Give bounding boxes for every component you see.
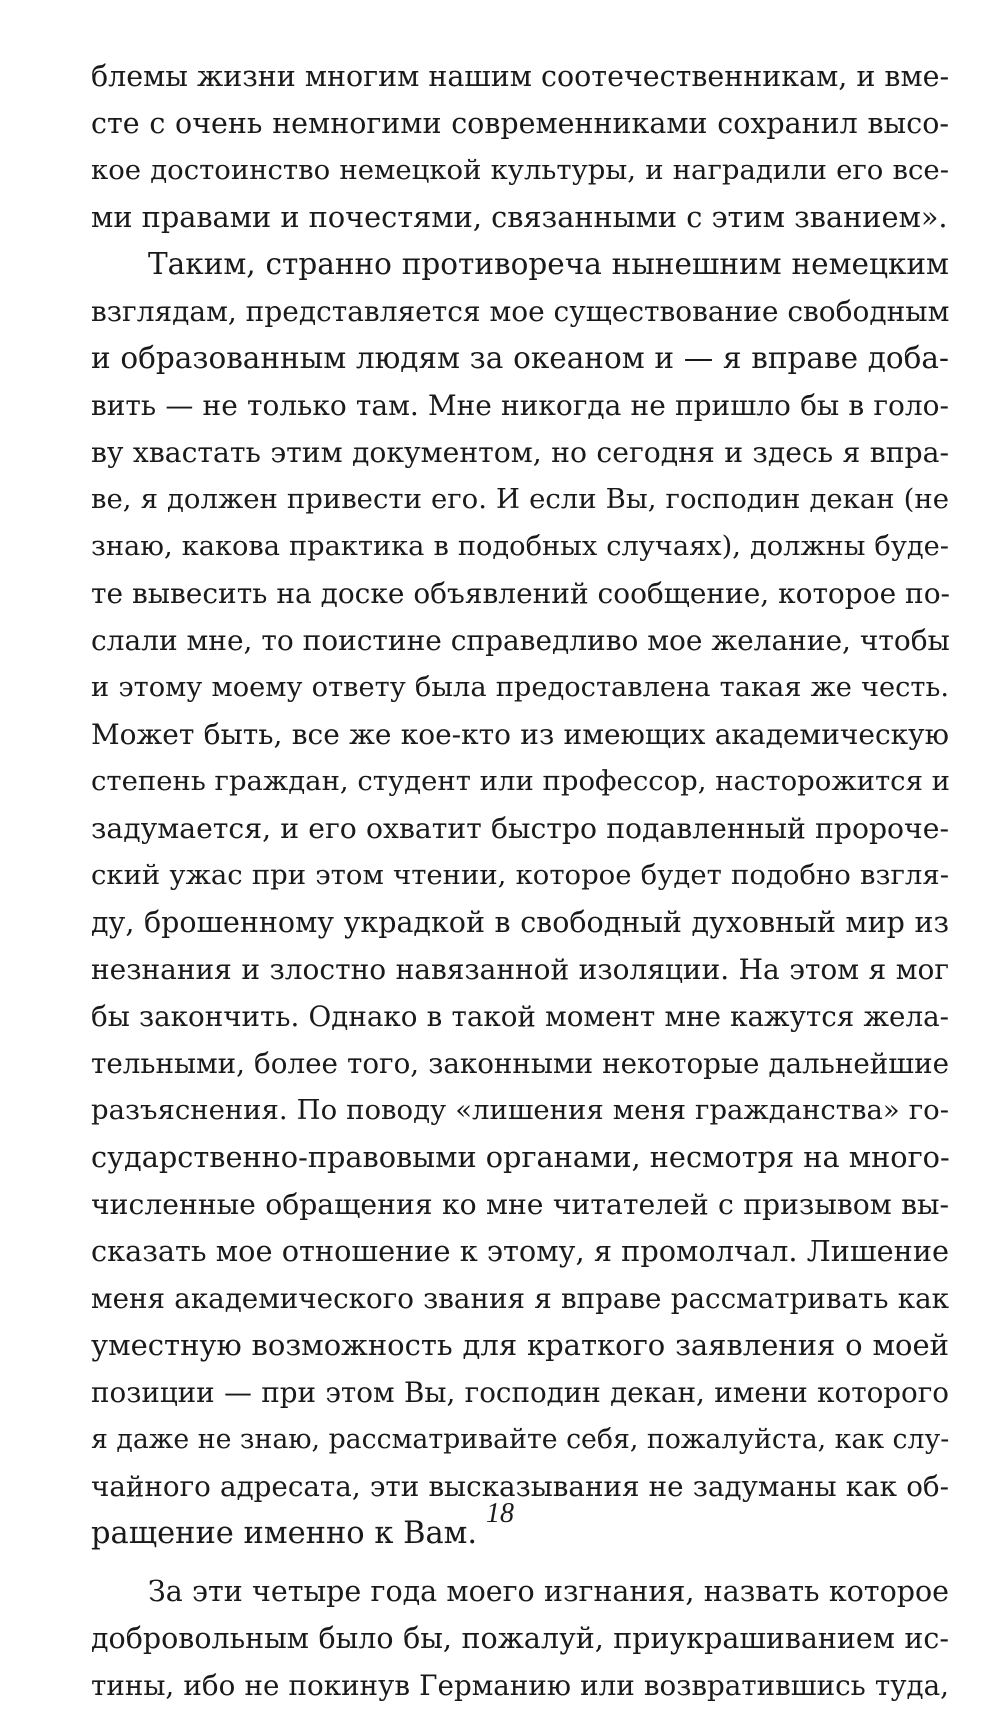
text-line: сказать мое отношение к этому, я промолчал. Лишение bbox=[91, 1234, 949, 1268]
text-line: Может быть, все же кое-кто из имеющих академическую bbox=[91, 718, 949, 751]
text-line: вить — не только там. Мне никогда не пришло бы в голо- bbox=[91, 389, 949, 422]
text-line: взглядам, представляется мое существование свободным bbox=[91, 295, 950, 328]
text-line: добровольным было бы, пожалуй, приукрашиванием ис- bbox=[91, 1622, 949, 1655]
text-line: задумается, и его охватит быстро подавленный пророче- bbox=[91, 812, 949, 845]
text-line: ве, я должен привести его. И если Вы, господин декан (не bbox=[91, 483, 949, 515]
page-number: 18 bbox=[486, 1498, 514, 1529]
paragraph-spacer bbox=[91, 1557, 949, 1568]
text-line: знаю, какова практика в подобных случаях), должны буде- bbox=[91, 531, 949, 562]
text-line: ский ужас при этом чтении, которое будет подобно взгля- bbox=[91, 859, 949, 891]
text-line: ращение именно к Вам. bbox=[91, 1516, 478, 1551]
text-line: слали мне, то поистине справедливо мое желание, чтобы bbox=[91, 624, 950, 657]
text-line: уместную возможность для краткого заявления о моей bbox=[91, 1328, 949, 1362]
text-line: Таким, странно противореча нынешним немецким bbox=[148, 247, 949, 281]
text-line: позиции — при этом Вы, господин декан, имени которого bbox=[91, 1376, 949, 1409]
body-text bbox=[91, 53, 949, 1709]
text-line: степень граждан, студент или профессор, насторожится и bbox=[91, 765, 950, 797]
text-line: бы закончить. Однако в такой момент мне кажутся жела- bbox=[91, 1000, 949, 1033]
text-line: кое достоинство немецкой культуры, и наградили его все- bbox=[91, 154, 949, 186]
text-line: численные обращения ко мне читателей с призывом вы- bbox=[91, 1188, 949, 1221]
text-line: сте с очень немногими современниками сохранил высо- bbox=[91, 107, 949, 140]
text-line: меня академического звания я вправе рассматривать как bbox=[91, 1282, 949, 1315]
text-line: блемы жизни многим нашим соотечественникам, и вме- bbox=[91, 60, 950, 93]
text-line: и этому моему ответу была предоставлена такая же честь. bbox=[91, 672, 949, 703]
text-line: сударственно-правовыми органами, несмотря на много- bbox=[91, 1140, 950, 1174]
paragraph bbox=[91, 1568, 949, 1709]
text-line: я даже не знаю, рассматривайте себя, пожалуйста, как слу- bbox=[91, 1424, 950, 1455]
text-line: разъяснения. По поводу «лишения меня гражданства» го- bbox=[91, 1094, 949, 1126]
text-line: чайного адресата, эти высказывания не задуманы как об- bbox=[91, 1470, 949, 1503]
paragraph bbox=[91, 53, 949, 241]
text-line: ву хвастать этим документом, но сегодня и здесь я впра- bbox=[91, 436, 949, 469]
text-line: незнания и злостно навязанной изоляции. На этом я мог bbox=[91, 953, 949, 986]
text-line: ми правами и почестями, связанными с этим званием». bbox=[91, 200, 948, 234]
text-line: и образованным людям за океаном и — я вправе доба- bbox=[91, 341, 949, 375]
text-line: те вывесить на доске объявлений сообщение, которое по- bbox=[91, 577, 951, 610]
paragraph bbox=[91, 241, 949, 1557]
text-line: тельными, более того, законными некоторые дальнейшие bbox=[91, 1047, 949, 1080]
text-line: тины, ибо не покинув Германию или возвратившись туда, bbox=[91, 1669, 949, 1702]
text-line: ду, брошенному украдкой в свободный духовный мир из bbox=[91, 906, 949, 939]
text-line: За эти четыре года моего изгнания, назвать которое bbox=[148, 1575, 949, 1608]
